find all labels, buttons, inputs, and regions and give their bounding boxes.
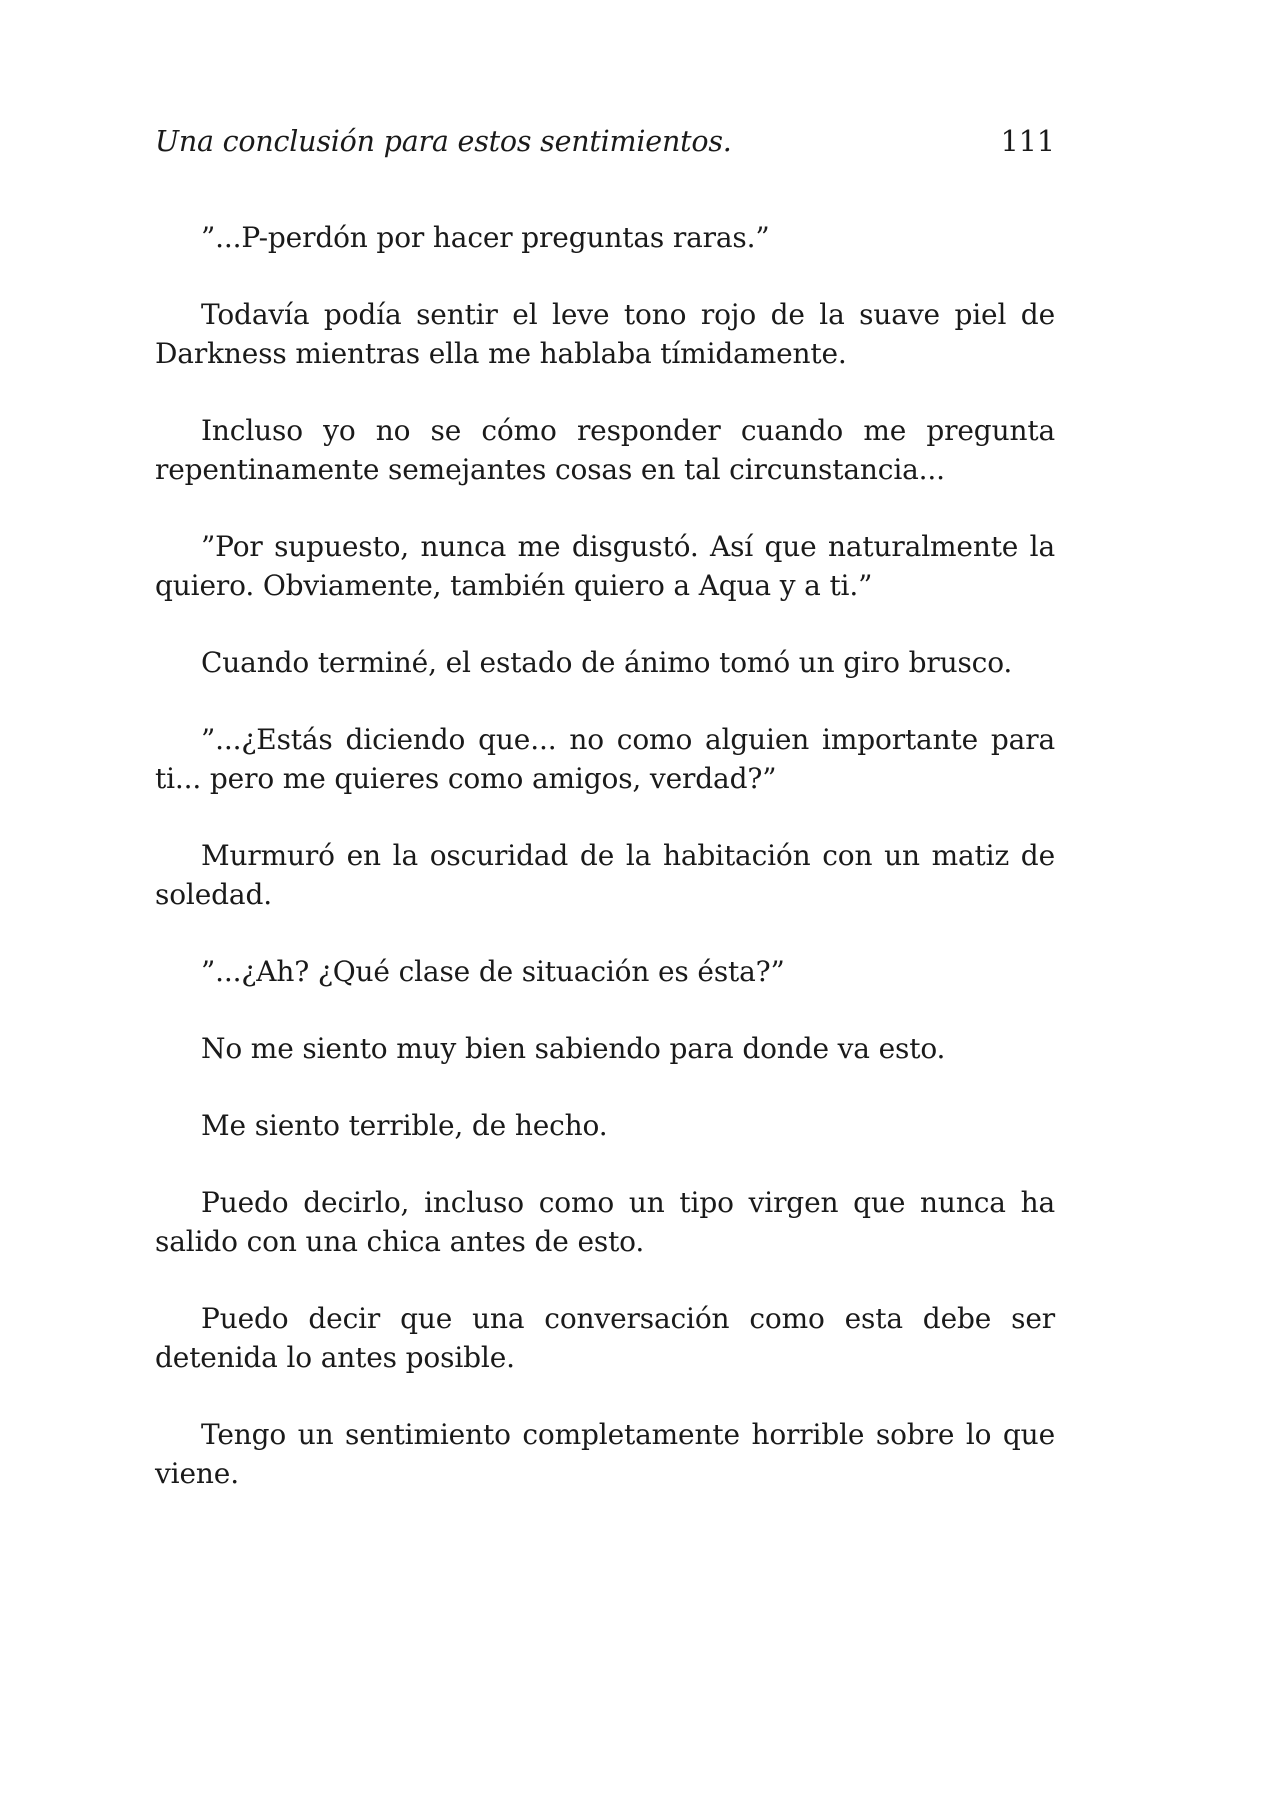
paragraph: No me siento muy bien sabiendo para donde va esto. — [201, 1032, 946, 1065]
paragraph: Murmuró en la oscuridad de la habitación con un matiz de soledad. — [155, 839, 1055, 911]
paragraph: ”...¿Ah? ¿Qué clase de situación es ésta?” — [201, 955, 785, 988]
paragraph: Incluso yo no se cómo responder cuando me pregunta repentinamente semejantes cosas en tal circunstancia... — [155, 414, 1055, 486]
paragraph: Todavía podía sentir el leve tono rojo de la suave piel de Darkness mientras ella me hablaba tímidamente. — [155, 298, 1055, 370]
paragraph: Me siento terrible, de hecho. — [201, 1109, 608, 1142]
paragraph: Cuando terminé, el estado de ánimo tomó un giro brusco. — [201, 646, 1013, 679]
paragraph: ”...¿Estás diciendo que... no como alguien importante para ti... pero me quieres como amigos, verdad?” — [155, 723, 1055, 795]
paragraph: Tengo un sentimiento completamente horrible sobre lo que viene. — [155, 1418, 1055, 1490]
paragraph: ”...P-perdón por hacer preguntas raras.” — [201, 221, 770, 254]
paragraph: Puedo decir que una conversación como esta debe ser detenida lo antes posible. — [155, 1302, 1055, 1374]
paragraph: ”Por supuesto, nunca me disgustó. Así que naturalmente la quiero. Obviamente, también quiero a Aqua y a ti.” — [155, 530, 1055, 602]
page-number: 111 — [1000, 125, 1055, 158]
chapter-title: Una conclusión para estos sentimientos. — [155, 125, 732, 158]
running-header — [155, 125, 1055, 158]
book-page — [155, 0, 1055, 1807]
body-text — [155, 218, 1055, 1531]
paragraph: Puedo decirlo, incluso como un tipo virgen que nunca ha salido con una chica antes de esto. — [155, 1186, 1055, 1258]
